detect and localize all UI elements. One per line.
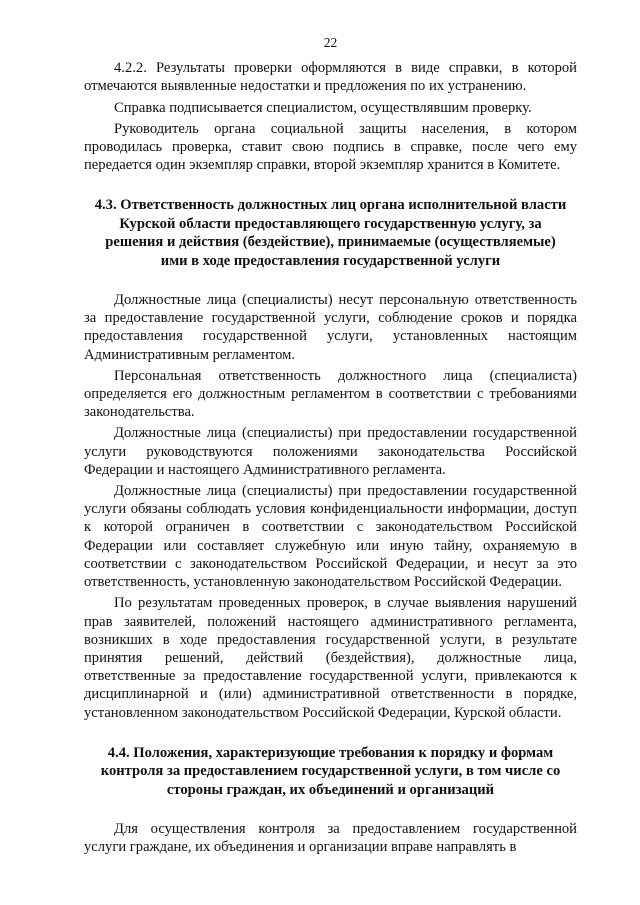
section-heading-4-3: 4.3. Ответственность должностных лиц органа исполнительной власти Курской области предоставляющего государственную услугу, за решения и действия (бездействие), принимаемые (осуществляемые) ими в ходе предоставления государственной услуги	[94, 197, 567, 269]
document-page	[84, 34, 577, 856]
paragraph-officials-guided: Должностные лица (специалисты) при предоставлении государственной услуги руководствуются положениями законодательства Российской Федерации и настоящего Административного регламента.	[84, 425, 577, 478]
paragraph-certificate-signed: Справка подписывается специалистом, осуществлявшим проверку.	[114, 99, 532, 116]
paragraph-citizen-control: Для осуществления контроля за предоставлением государственной услуги граждане, их объединения и организации вправе направлять в	[84, 820, 577, 856]
paragraph-4-2-2-results: 4.2.2. Результаты проверки оформляются в виде справки, в которой отмечаются выявленные недостатки и предложения по их устранению.	[84, 60, 577, 95]
paragraph-responsibility-defined: Персональная ответственность должностного лица (специалиста) определяется его должностным регламентом в соответствии с требованиями законодательства.	[84, 367, 577, 421]
paragraph-confidentiality: Должностные лица (специалисты) при предоставлении государственной услуги обязаны соблюдать условия конфиденциальности информации, доступ к которой ограничен в соответствии с законодательством Российской Федерации или составляет служебную или иную тайну, охраняемую в соответствии с законодательством Российской Федерации, и несут за это ответственность, установленную законодательством Российской Федерации.	[84, 483, 577, 591]
section-heading-4-4: 4.4. Положения, характеризующие требования к порядку и формам контроля за предоставлением государственной услуги, в том числе со стороны граждан, их объединений и организаций	[100, 744, 561, 798]
paragraph-personal-responsibility: Должностные лица (специалисты) несут персональную ответственность за предоставление государственной услуги, соблюдение сроков и порядка предоставления государственной услуги, установленных настоящим Административным регламентом.	[84, 292, 577, 363]
paragraph-inspection-results: По результатам проведенных проверок, в случае выявления нарушений прав заявителей, положений настоящего административного регламента, возникших в ходе предоставления государственной услуги, в результате принятия решений, действий (бездействия), должностные лица, ответственные за предоставление государственной услуги, привлекаются к дисциплинарной и (или) административной ответственности в порядке, установленном законодательством Российской Федерации, Курской области.	[84, 595, 577, 721]
page-number: 22	[323, 35, 338, 50]
paragraph-head-signature: Руководитель органа социальной защиты населения, в котором проводилась проверка, ставит свою подпись в справке, после чего ему передается один экземпляр справки, второй экземпляр хранится в Комитете.	[84, 120, 577, 174]
